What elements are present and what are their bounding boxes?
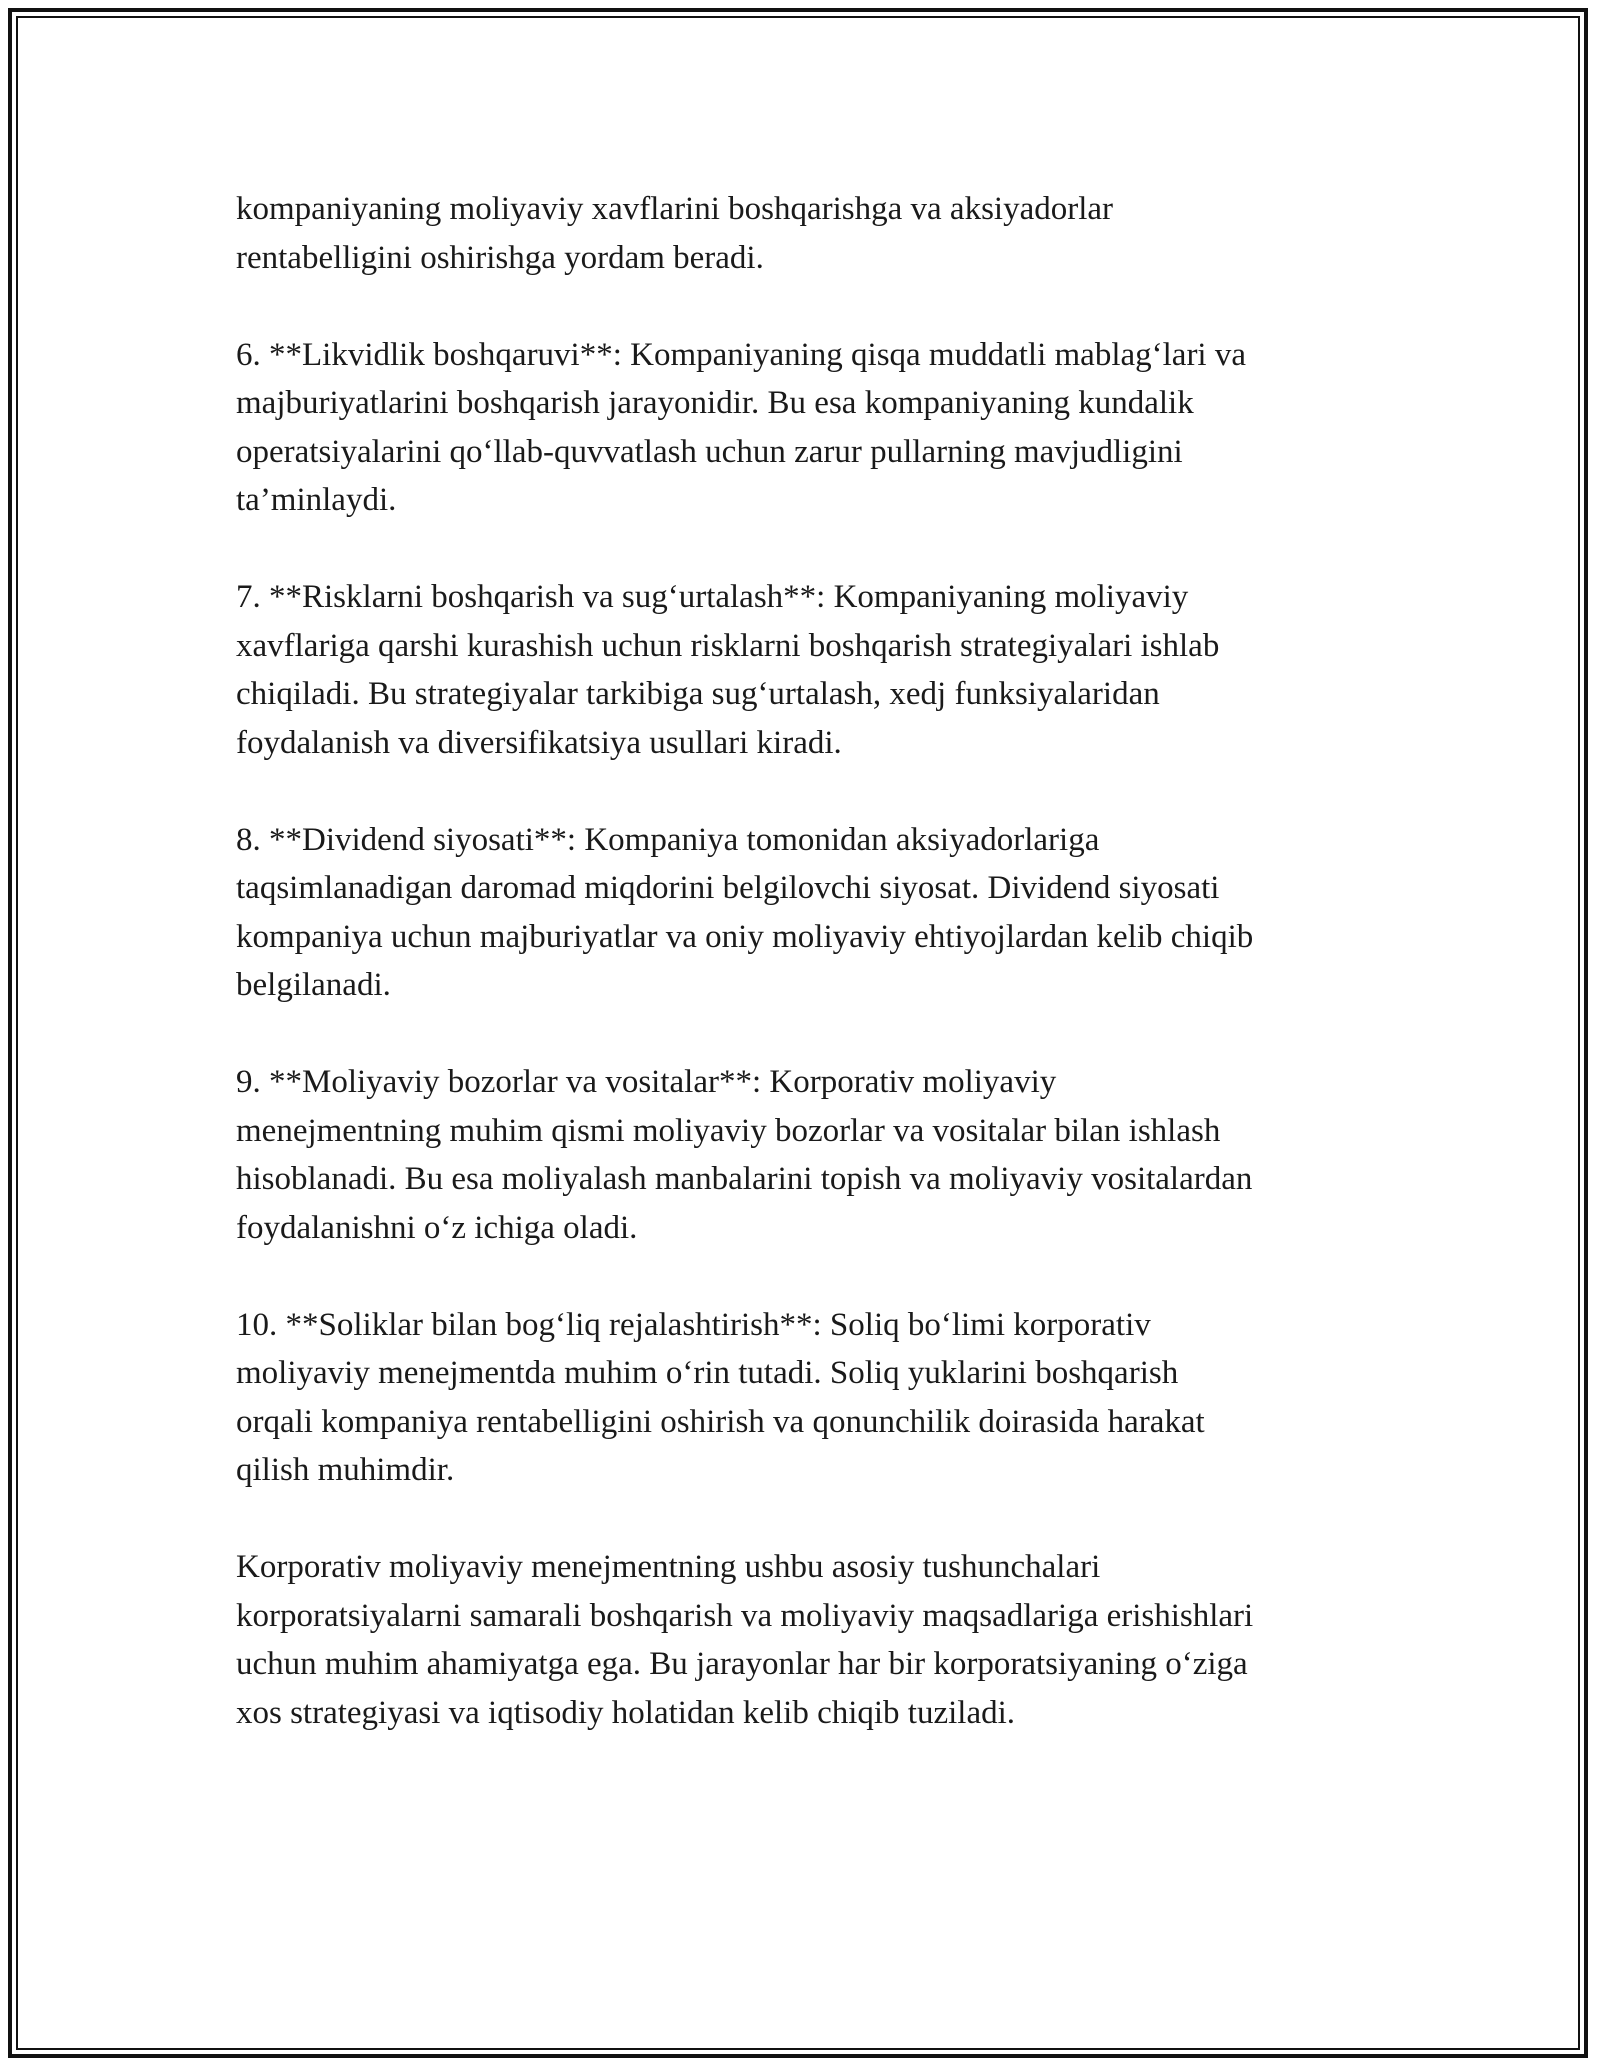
paragraph-item-7: 7. **Risklarni boshqarish va sug‘urtalash**: Kompaniyaning moliyaviy xavflariga qarshi kurashish uchun risklarni boshqarish strategiyalari ishlab chiqiladi. Bu strategiyalar tarkibiga sug‘urtalash, xedj funksiyalaridan foydalanish va diversifikatsiya usullari kiradi. <box>236 579 1220 761</box>
paragraph-item-6: 6. **Likvidlik boshqaruvi**: Kompaniyaning qisqa muddatli mablag‘lari va majburiyatlarini boshqarish jarayonidir. Bu esa kompaniyaning kundalik operatsiyalarini qo‘llab-quvvatlash uchun zarur pullarning mavjudligini ta’minlaydi. <box>236 336 1246 518</box>
paragraph-conclusion: Korporativ moliyaviy menejmentning ushbu asosiy tushunchalari korporatsiyalarni samarali boshqarish va moliyaviy maqsadlariga erishishlari uchun muhim ahamiyatga ega. Bu jarayonlar har bir korporatsiyaning o‘ziga xos strategiyasi va iqtisodiy holatidan kelib chiqib tuziladi. <box>236 1549 1254 1731</box>
paragraph-item-10: 10. **Soliklar bilan bog‘liq rejalashtirish**: Soliq bo‘limi korporativ moliyaviy menejmentda muhim o‘rin tutadi. Soliq yuklarini boshqarish orqali kompaniya rentabelligini oshirish va qonunchilik doirasida harakat qilish muhimdir. <box>236 1306 1205 1488</box>
document-body <box>236 185 1386 1786</box>
paragraph-item-8: 8. **Dividend siyosati**: Kompaniya tomonidan aksiyadorlariga taqsimlanadigan daromad miqdorini belgilovchi siyosat. Dividend siyosati kompaniya uchun majburiyatlar va oniy moliyaviy ehtiyojlardan kelib chiqib belgilanadi. <box>236 821 1254 1003</box>
paragraph-continuation: kompaniyaning moliyaviy xavflarini boshqarishga va aksiyadorlar rentabelligini oshirishga yordam beradi. <box>236 191 1114 276</box>
paragraph-item-9: 9. **Moliyaviy bozorlar va vositalar**: Korporativ moliyaviy menejmentning muhim qismi moliyaviy bozorlar va vositalar bilan ishlash hisoblanadi. Bu esa moliyalash manbalarini topish va moliyaviy vositalardan foydalanishni o‘z ichiga oladi. <box>236 1064 1253 1246</box>
